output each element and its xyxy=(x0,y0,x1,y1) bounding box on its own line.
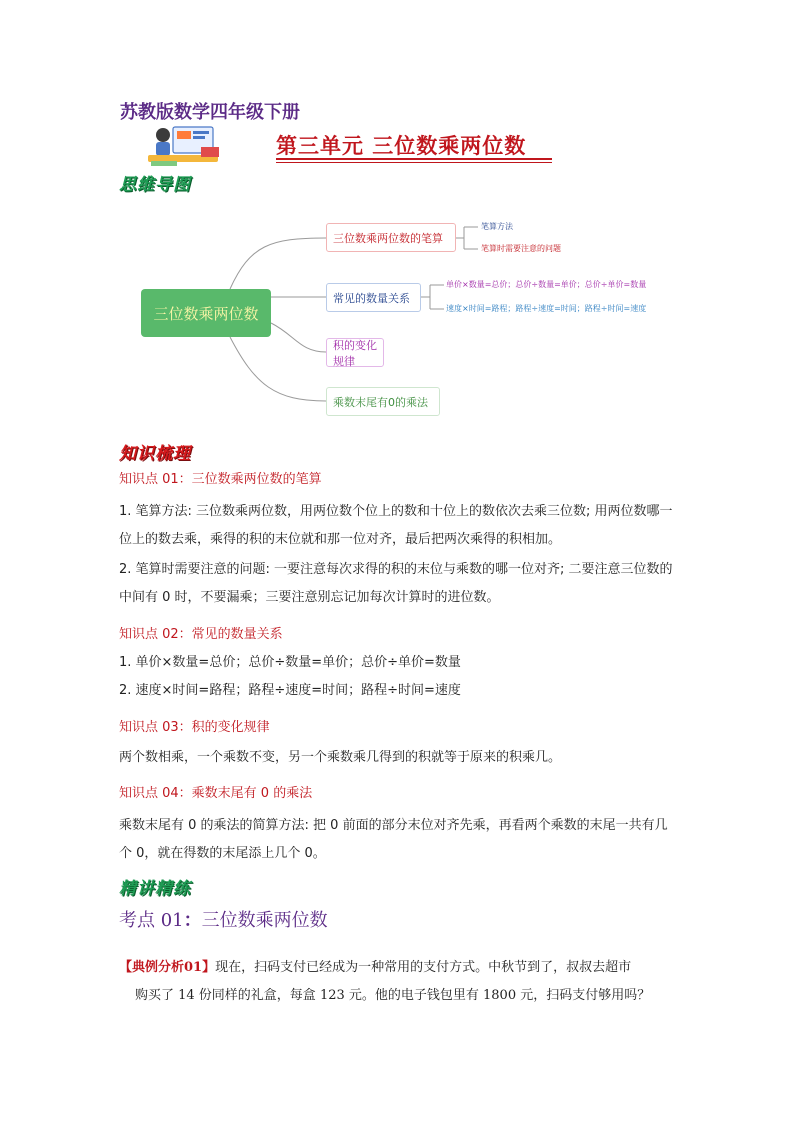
mindmap-leaf-method: 笔算方法 xyxy=(481,222,513,231)
exam-point-title xyxy=(119,906,328,932)
knowledge-point-2-line-1: 1. 单价×数量=总价；总价÷数量=单价；总价÷单价=数量 xyxy=(119,655,461,670)
knowledge-point-3-text: 两个数相乘，一个乘数不变，另一个乘数乘几得到的积就等于原来的积乘几。 xyxy=(119,750,562,765)
exam-point-number: 考点 01 xyxy=(119,910,184,931)
example-text-1: 现在，扫码支付已经成为一种常用的支付方式。中秋节到了，叔叔去超市 xyxy=(215,960,632,975)
knowledge-point-1-title: 知识点 01：三位数乘两位数的笔算 xyxy=(119,472,322,487)
unit-title: 第三单元 三位数乘两位数 xyxy=(276,133,527,158)
knowledge-point-4-title: 知识点 04：乘数末尾有 0 的乘法 xyxy=(119,786,313,801)
knowledge-point-3-title: 知识点 03：积的变化规律 xyxy=(119,720,270,735)
title-underline-thin xyxy=(276,162,552,163)
exam-point-topic: 三位数乘两位数 xyxy=(201,910,328,931)
section-heading-knowledge: 知识梳理 xyxy=(119,444,191,464)
mindmap-branch-product-rule: 积的变化规律 xyxy=(326,338,384,367)
mindmap-branch-trailing-zero: 乘数末尾有0的乘法 xyxy=(326,387,440,416)
mindmap-leaf-notes: 笔算时需要注意的问题 xyxy=(481,244,561,253)
knowledge-point-4-text: 乘数末尾有 0 的乘法的简算方法: 把 0 前面的部分末位对齐先乘，再看两个乘数的末尾一共有几个 0，就在得数的末尾添上几个 0。 xyxy=(119,818,668,861)
study-clipart-icon xyxy=(143,123,225,169)
knowledge-point-2-line-2: 2. 速度×时间=路程；路程÷速度=时间；路程÷时间=速度 xyxy=(119,683,461,698)
mindmap-branch-quantity-relations: 常见的数量关系 xyxy=(326,283,421,312)
section-heading-mindmap: 思维导图 xyxy=(119,175,191,195)
knowledge-point-1-method: 1. 笔算方法: 三位数乘两位数，用两位数个位上的数和十位上的数依次去乘三位数; 用两位数哪一位上的数去乘，乘得的积的末位就和那一位对齐，最后把两次乘得的积相加。 xyxy=(119,504,673,547)
example-tag: 【典例分析01】 xyxy=(119,960,216,975)
knowledge-point-2-title: 知识点 02：常见的数量关系 xyxy=(119,627,283,642)
title-underline xyxy=(276,158,552,160)
example-line-1 xyxy=(119,954,684,982)
example-problem xyxy=(119,954,684,1010)
book-title: 苏教版数学四年级下册 xyxy=(120,102,300,123)
knowledge-point-1-notes: 2. 笔算时需要注意的问题: 一要注意每次求得的积的末位与乘数的哪一位对齐; 二要注意三位数的中间有 0 时，不要漏乘；三要注意别忘记加每次计算时的进位数。 xyxy=(119,562,673,605)
mindmap-center-node: 三位数乘两位数 xyxy=(141,289,271,337)
mindmap-leaf-speed-relation: 速度×时间=路程；路程÷速度=时间；路程÷时间=速度 xyxy=(446,304,647,313)
example-text-2: 购买了 14 份同样的礼盒，每盒 123 元。他的电子钱包里有 1800 元，扫码支付够用吗？ xyxy=(135,988,651,1003)
exam-point-colon: ： xyxy=(183,910,202,931)
section-heading-practice: 精讲精练 xyxy=(119,879,191,899)
mindmap-leaf-price-relation: 单价×数量=总价；总价÷数量=单价；总价÷单价=数量 xyxy=(446,280,647,289)
mindmap-branch-written-calc: 三位数乘两位数的笔算 xyxy=(326,223,456,252)
